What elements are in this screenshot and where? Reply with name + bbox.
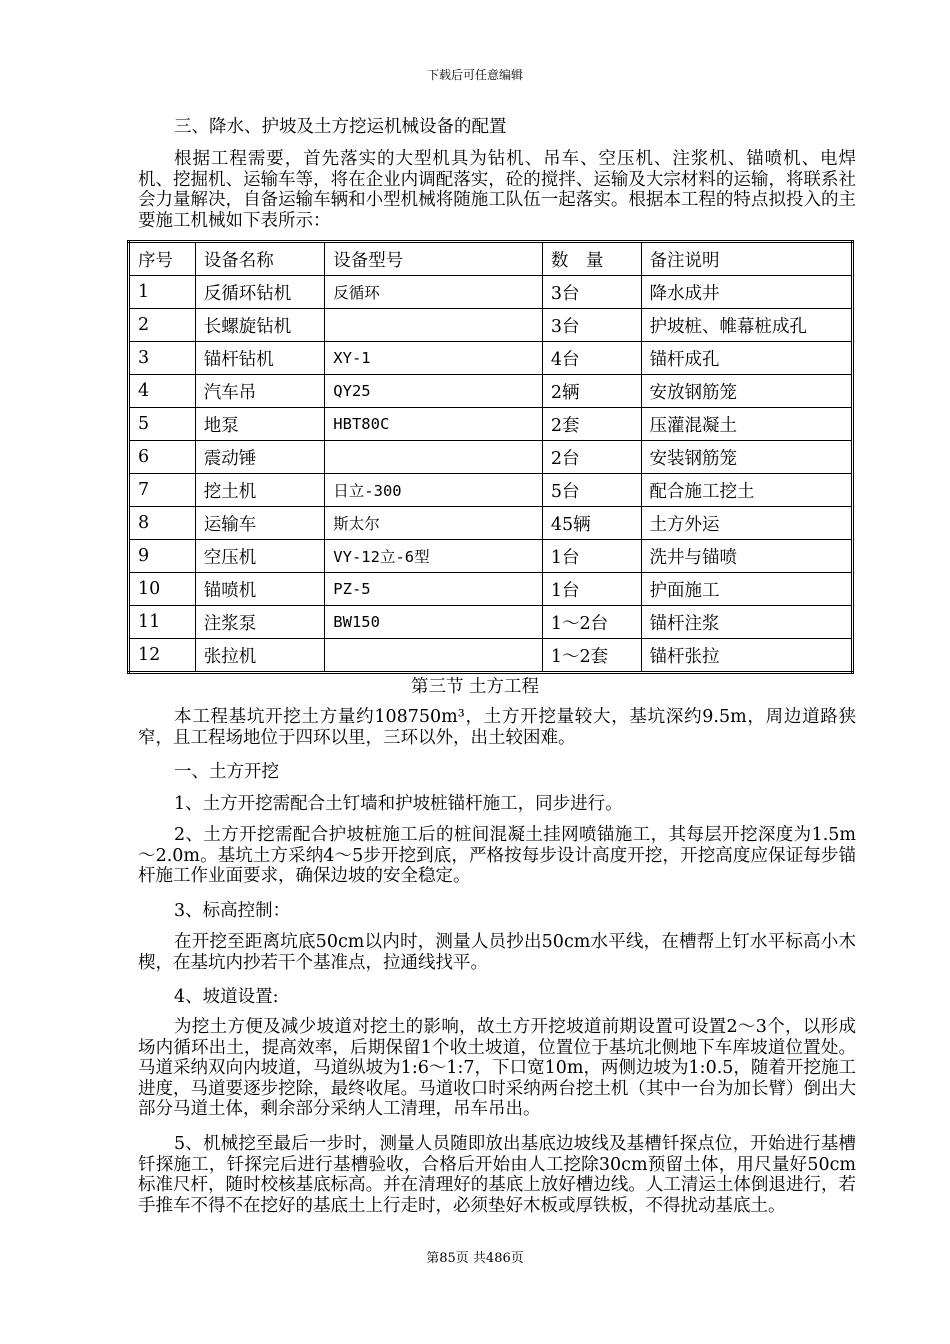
table-cell: 10 (129, 573, 196, 606)
table-cell: 45辆 (542, 507, 641, 540)
table-cell: 锚杆钻机 (195, 342, 325, 375)
table-cell: QY25 (325, 375, 543, 408)
item-3-title: 3、标高控制： (174, 901, 291, 921)
item-3-body: 在开挖至距离坑底50cm以内时，测量人员抄出50cm水平线，在槽帮上钉水平标高小木楔，在基坑内抄若干个基准点，拉通线找平。 (138, 932, 856, 973)
table-cell: 3 (129, 342, 196, 375)
table-row (129, 342, 853, 375)
item-5: 5、机械挖至最后一步时，测量人员随即放出基底边坡线及基槽钎探点位，开始进行基槽钎探施工，钎探完后进行基槽验收，合格后开始由人工挖除30cm预留土体，用尺量好50cm标准尺杆，随时校核基底标高。并在清理好的基底上放好槽边线。人工清运土体倒退进行，若手推车不得不在挖好的基底土上行走时，必须垫好木板或厚铁板，不得扰动基底土。 (138, 1134, 856, 1216)
table-cell: 锚杆张拉 (641, 639, 853, 673)
item-4-title: 4、坡道设置: (174, 987, 279, 1007)
table-header-row (129, 242, 853, 276)
table-row (129, 375, 853, 408)
table-row (129, 441, 853, 474)
table-cell: 2套 (542, 408, 641, 441)
table-cell: 1台 (542, 573, 641, 606)
item-2: 2、土方开挖需配合护坡桩施工后的桩间混凝土挂网喷锚施工，其每层开挖深度为1.5m～2.0m。基坑土方采纳4～5步开挖到底，严格按每步设计高度开挖，开挖高度应保证每步锚杆施工作业面要求，确保边坡的安全稳定。 (138, 825, 856, 886)
equipment-table (127, 240, 854, 674)
table-cell: 安放钢筋笼 (641, 375, 853, 408)
header-cell: 设备名称 (195, 242, 325, 276)
table-cell: 3台 (542, 276, 641, 309)
table-cell: 挖土机 (195, 474, 325, 507)
table-cell: HBT80C (325, 408, 543, 441)
table-cell: 1～2套 (542, 639, 641, 673)
table-cell: 安装钢筋笼 (641, 441, 853, 474)
table-cell: 11 (129, 606, 196, 639)
table-cell: 压灌混凝土 (641, 408, 853, 441)
table-cell: 4台 (542, 342, 641, 375)
table-cell: 2台 (542, 441, 641, 474)
table-cell: 空压机 (195, 540, 325, 573)
table-cell: 洗井与锚喷 (641, 540, 853, 573)
table-cell: 降水成井 (641, 276, 853, 309)
intro-paragraph: 根据工程需要，首先落实的大型机具为钻机、吊车、空压机、注浆机、锚喷机、电焊机、挖掘机、运输车等，将在企业内调配落实，砼的搅拌、运输及大宗材料的运输，将联系社会力量解决，自备运输车辆和小型机械将随施工队伍一起落实。根据本工程的特点拟投入的主要施工机械如下表所示： (138, 149, 856, 231)
table-cell: 6 (129, 441, 196, 474)
table-row (129, 573, 853, 606)
page-footer: 第85页 共486页 (426, 1251, 524, 1266)
table-cell: 3台 (542, 309, 641, 342)
table-cell: 长螺旋钻机 (195, 309, 325, 342)
table-cell: 震动锤 (195, 441, 325, 474)
table-row (129, 606, 853, 639)
table-cell (325, 441, 543, 474)
table-cell: 反循环钻机 (195, 276, 325, 309)
table-row (129, 474, 853, 507)
item-4-body: 为挖土方便及减少坡道对挖土的影响，故土方开挖坡道前期设置可设置2～3个，以形成场内循环出土，提高效率，后期保留1个收土坡道，位置位于基坑北侧地下车库坡道位置处。马道采纳双向内坡道，马道纵坡为1:6～1:7，下口宽10m，两侧边坡为1:0.5，随着开挖施工进度，马道要逐步挖除，最终收尾。马道收口时采纳两台挖土机（其中一台为加长臂）倒出大部分马道土体，剩余部分采纳人工清理，吊车吊出。 (138, 1017, 856, 1119)
table-cell: 4 (129, 375, 196, 408)
table-cell: 护坡桩、帷幕桩成孔 (641, 309, 853, 342)
table-cell: 斯太尔 (325, 507, 543, 540)
table-cell: 1台 (542, 540, 641, 573)
table-cell: 锚杆注浆 (641, 606, 853, 639)
table-cell: 注浆泵 (195, 606, 325, 639)
table-cell: 锚喷机 (195, 573, 325, 606)
table-cell: 5台 (542, 474, 641, 507)
header-cell: 序号 (129, 242, 196, 276)
header-cell: 设备型号 (325, 242, 543, 276)
item-1: 1、土方开挖需配合土钉墙和护坡桩锚杆施工，同步进行。 (174, 794, 623, 814)
table-cell: 反循环 (325, 276, 543, 309)
table-cell: 护面施工 (641, 573, 853, 606)
table-cell: 1～2台 (542, 606, 641, 639)
table-cell: 5 (129, 408, 196, 441)
table-cell: 张拉机 (195, 639, 325, 673)
table-cell: PZ-5 (325, 573, 543, 606)
table-cell: 配合施工挖土 (641, 474, 853, 507)
table-cell (325, 309, 543, 342)
table-row (129, 408, 853, 441)
table-row (129, 276, 853, 309)
header-note: 下载后可任意编辑 (426, 68, 523, 82)
table-row (129, 309, 853, 342)
table-cell: BW150 (325, 606, 543, 639)
table-row (129, 540, 853, 573)
table-cell: 汽车吊 (195, 375, 325, 408)
table-cell: XY-1 (325, 342, 543, 375)
table-row (129, 507, 853, 540)
table-cell: 土方外运 (641, 507, 853, 540)
earthwork-paragraph: 本工程基坑开挖土方量约108750m³，土方开挖量较大，基坑深约9.5m，周边道路狭窄，且工程场地位于四环以里，三环以外，出土较困难。 (138, 707, 856, 748)
table-cell: 9 (129, 540, 196, 573)
table-cell (325, 639, 543, 673)
table-cell: 8 (129, 507, 196, 540)
subsection-title: 一、土方开挖 (174, 762, 279, 782)
table-cell: 2辆 (542, 375, 641, 408)
table-cell: 2 (129, 309, 196, 342)
table-cell: 日立-300 (325, 474, 543, 507)
table-cell: 7 (129, 474, 196, 507)
header-cell: 备注说明 (641, 242, 853, 276)
table-cell: 锚杆成孔 (641, 342, 853, 375)
chapter-title: 第三节 土方工程 (410, 677, 540, 697)
table-cell: VY-12立-6型 (325, 540, 543, 573)
table-row (129, 639, 853, 673)
header-cell: 数 量 (542, 242, 641, 276)
table-cell: 地泵 (195, 408, 325, 441)
section-title: 三、降水、护坡及土方挖运机械设备的配置 (174, 117, 507, 137)
table-cell: 12 (129, 639, 196, 673)
table-cell: 1 (129, 276, 196, 309)
table-cell: 运输车 (195, 507, 325, 540)
